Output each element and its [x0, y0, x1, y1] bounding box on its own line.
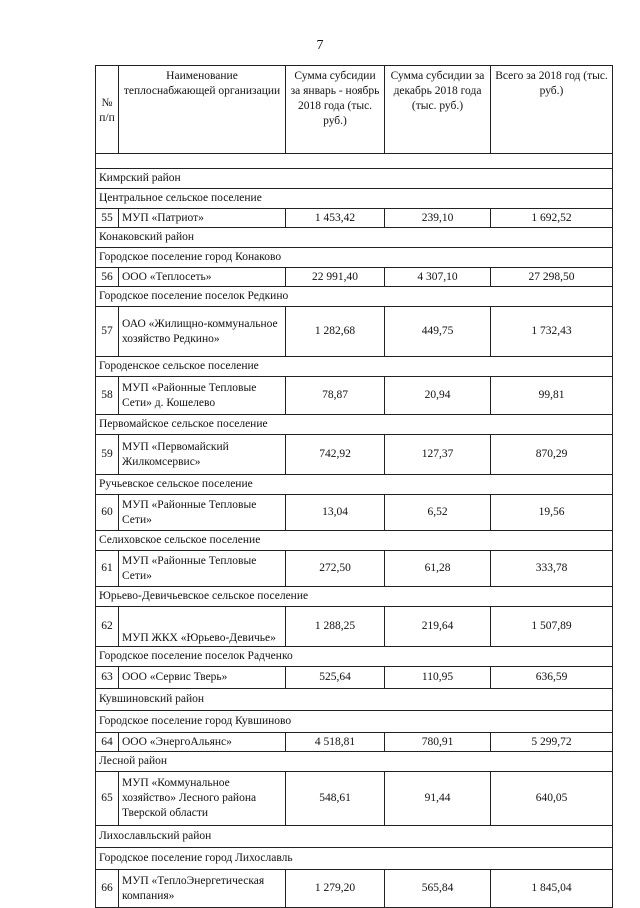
section-row	[96, 228, 613, 248]
row-number: 66	[96, 870, 119, 908]
organization-name: ООО «Сервис Тверь»	[119, 667, 286, 689]
section-row	[96, 415, 613, 435]
organization-name: МУП «ТеплоЭнергетическая компания»	[119, 870, 286, 908]
section-row	[96, 248, 613, 268]
organization-name: ОАО «Жилищно-коммунальное хозяйство Редкино»	[119, 307, 286, 357]
header-number: № п/п	[96, 66, 119, 154]
table-row	[96, 268, 613, 287]
sum-jan-nov: 78,87	[286, 377, 385, 415]
section-row	[96, 287, 613, 307]
table-row	[96, 495, 613, 531]
organization-name: МУП «Патриот»	[119, 209, 286, 228]
organization-name: ООО «ЭнергоАльянс»	[119, 733, 286, 752]
table-row	[96, 377, 613, 415]
sum-jan-nov: 742,92	[286, 435, 385, 475]
section-title: Городское поселение поселок Редкино	[96, 287, 613, 307]
section-title: Ручьевское сельское поселение	[96, 475, 613, 495]
row-number: 58	[96, 377, 119, 415]
table-row	[96, 435, 613, 475]
sum-jan-nov: 525,64	[286, 667, 385, 689]
section-title: Городское поселение город Лихославль	[96, 848, 613, 870]
section-title: Городское поселение город Конаково	[96, 248, 613, 268]
organization-name: МУП «Коммунальное хозяйство» Лесного района Тверской области	[119, 772, 286, 826]
row-number: 56	[96, 268, 119, 287]
sum-jan-nov: 272,50	[286, 551, 385, 587]
sum-jan-nov: 1 279,20	[286, 870, 385, 908]
row-number: 62	[96, 607, 119, 647]
row-number: 59	[96, 435, 119, 475]
table-body	[96, 154, 613, 908]
sum-total: 1 732,43	[491, 307, 613, 357]
row-number: 64	[96, 733, 119, 752]
row-number: 63	[96, 667, 119, 689]
section-title: Кувшиновский район	[96, 689, 613, 711]
sum-jan-nov: 22 991,40	[286, 268, 385, 287]
section-row	[96, 689, 613, 711]
section-row	[96, 647, 613, 667]
organization-name: МУП «Районные Тепловые Сети»	[119, 551, 286, 587]
section-row	[96, 752, 613, 772]
header-december: Сумма субсидии за декабрь 2018 года (тыс. руб.)	[385, 66, 491, 154]
subsidy-table	[95, 65, 613, 908]
sum-jan-nov: 13,04	[286, 495, 385, 531]
row-number: 65	[96, 772, 119, 826]
sum-jan-nov: 1 288,25	[286, 607, 385, 647]
sum-total: 640,05	[491, 772, 613, 826]
section-title: Конаковский район	[96, 228, 613, 248]
section-row	[96, 169, 613, 189]
sum-total: 19,56	[491, 495, 613, 531]
section-row	[96, 475, 613, 495]
table-row	[96, 870, 613, 908]
page-number: 7	[316, 38, 324, 53]
section-row	[96, 531, 613, 551]
sum-total: 5 299,72	[491, 733, 613, 752]
sum-total: 636,59	[491, 667, 613, 689]
sum-total: 1 507,89	[491, 607, 613, 647]
row-number: 55	[96, 209, 119, 228]
section-title: Селиховское сельское поселение	[96, 531, 613, 551]
table-row	[96, 607, 613, 647]
spacer-cell	[96, 154, 613, 169]
sum-december: 780,91	[385, 733, 491, 752]
sum-december: 565,84	[385, 870, 491, 908]
section-row	[96, 357, 613, 377]
section-title: Городское поселение поселок Радченко	[96, 647, 613, 667]
sum-december: 6,52	[385, 495, 491, 531]
section-title: Лихославльский район	[96, 826, 613, 848]
sum-jan-nov: 548,61	[286, 772, 385, 826]
section-title: Центральное сельское поселение	[96, 189, 613, 209]
organization-name: МУП «Районные Тепловые Сети» д. Кошелево	[119, 377, 286, 415]
section-row	[96, 826, 613, 848]
sum-jan-nov: 1 282,68	[286, 307, 385, 357]
sum-december: 239,10	[385, 209, 491, 228]
sum-total: 1 845,04	[491, 870, 613, 908]
table-row	[96, 551, 613, 587]
sum-jan-nov: 1 453,42	[286, 209, 385, 228]
row-number: 61	[96, 551, 119, 587]
header-total: Всего за 2018 год (тыс. руб.)	[491, 66, 613, 154]
sum-december: 449,75	[385, 307, 491, 357]
sum-december: 110,95	[385, 667, 491, 689]
section-row	[96, 587, 613, 607]
table-header-row	[96, 66, 613, 154]
section-row	[96, 711, 613, 733]
sum-december: 20,94	[385, 377, 491, 415]
table-row	[96, 667, 613, 689]
sum-total: 99,81	[491, 377, 613, 415]
sum-december: 127,37	[385, 435, 491, 475]
section-row	[96, 189, 613, 209]
section-title: Юрьево-Девичьевское сельское поселение	[96, 587, 613, 607]
row-number: 57	[96, 307, 119, 357]
organization-name: МУП «Первомайский Жилкомсервис»	[119, 435, 286, 475]
sum-jan-nov: 4 518,81	[286, 733, 385, 752]
sum-december: 219,64	[385, 607, 491, 647]
table-row	[96, 733, 613, 752]
section-row	[96, 848, 613, 870]
section-title: Кимрский район	[96, 169, 613, 189]
header-jan-nov: Сумма субсидии за январь - ноябрь 2018 года (тыс. руб.)	[286, 66, 385, 154]
spacer-row	[96, 154, 613, 169]
sum-total: 333,78	[491, 551, 613, 587]
sum-total: 27 298,50	[491, 268, 613, 287]
section-title: Городенское сельское поселение	[96, 357, 613, 377]
section-title: Первомайское сельское поселение	[96, 415, 613, 435]
table-row	[96, 772, 613, 826]
section-title: Лесной район	[96, 752, 613, 772]
sum-december: 4 307,10	[385, 268, 491, 287]
sum-december: 61,28	[385, 551, 491, 587]
sum-total: 870,29	[491, 435, 613, 475]
sum-december: 91,44	[385, 772, 491, 826]
row-number: 60	[96, 495, 119, 531]
table-row	[96, 307, 613, 357]
table-row	[96, 209, 613, 228]
header-organization: Наименование теплоснабжающей организации	[119, 66, 286, 154]
organization-name: МУП «Районные Тепловые Сети»	[119, 495, 286, 531]
sum-total: 1 692,52	[491, 209, 613, 228]
section-title: Городское поселение город Кувшиново	[96, 711, 613, 733]
organization-name: МУП ЖКХ «Юрьево-Девичье»	[119, 607, 286, 647]
organization-name: ООО «Теплосеть»	[119, 268, 286, 287]
